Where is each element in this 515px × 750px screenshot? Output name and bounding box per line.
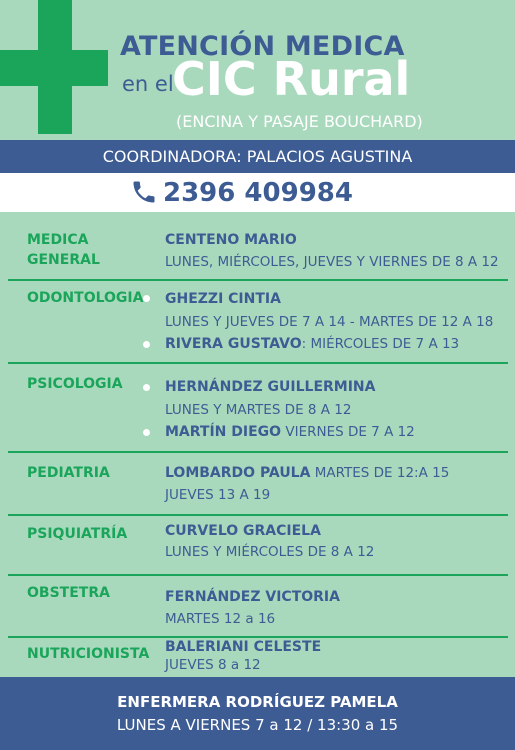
schedule: JUEVES 8 a 12 (165, 657, 261, 673)
schedule-inline: MARTES DE 12:A 15 (310, 465, 450, 481)
bullet-dot-icon (143, 384, 150, 391)
divider (8, 279, 508, 281)
specialty-label: MEDICA (27, 232, 89, 248)
schedule: LUNES, MIÉRCOLES, JUEVES Y VIERNES DE 8 A 12 (165, 254, 499, 270)
bullet-dot-icon (143, 295, 150, 302)
title-prefix: en el (122, 72, 174, 96)
doctor-name: LOMBARDO PAULA MARTES DE 12:A 15 (165, 465, 450, 481)
doctor-name: CURVELO GRACIELA (165, 523, 321, 539)
doctor-name: FERNÁNDEZ VICTORIA (165, 589, 340, 605)
specialty-label: PSIQUIATRÍA (27, 526, 128, 542)
title-line1: ATENCIÓN MEDICA (120, 31, 405, 62)
divider (8, 362, 508, 364)
phone-icon (130, 178, 158, 206)
specialty-label: PEDIATRIA (27, 465, 110, 481)
coordinator-band: COORDINADORA: PALACIOS AGUSTINA (0, 140, 515, 173)
bullet-dot-icon (143, 341, 150, 348)
schedule-inline: : MIÉRCOLES DE 7 A 13 (301, 336, 460, 352)
phone-band (0, 173, 515, 212)
address: (ENCINA Y PASAJE BOUCHARD) (176, 112, 423, 131)
nurse-schedule: LUNES A VIERNES 7 a 12 / 13:30 a 15 (116, 716, 399, 734)
footer (0, 677, 515, 750)
doctor-name: BALERIANI CELESTE (165, 639, 322, 655)
specialty-label: OBSTETRA (27, 585, 110, 601)
phone-number[interactable]: 2396 409984 (163, 178, 353, 208)
divider (8, 514, 508, 516)
schedule: LUNES Y MIÉRCOLES DE 8 A 12 (165, 544, 375, 560)
medical-cross-icon-bar (0, 50, 108, 86)
doctor-name: CENTENO MARIO (165, 232, 297, 248)
schedule: LUNES Y MARTES DE 8 A 12 (165, 402, 352, 418)
divider (8, 574, 508, 576)
doctor-name: RIVERA GUSTAVO: MIÉRCOLES DE 7 A 13 (165, 336, 460, 352)
title-main: CIC Rural (172, 52, 411, 106)
bullet-dot-icon (143, 429, 150, 436)
services-list (0, 212, 515, 676)
nurse-name: ENFERMERA RODRÍGUEZ PAMELA (117, 693, 398, 711)
doctor-name: HERNÁNDEZ GUILLERMINA (165, 379, 376, 395)
specialty-label-line2: GENERAL (27, 252, 100, 268)
schedule: MARTES 12 a 16 (165, 611, 276, 627)
schedule: JUEVES 13 A 19 (165, 487, 271, 503)
specialty-label: PSICOLOGIA (27, 376, 123, 392)
doctor-name: GHEZZI CINTIA (165, 291, 281, 307)
divider (8, 451, 508, 453)
doctor-name: MARTÍN DIEGO VIERNES DE 7 A 12 (165, 424, 415, 440)
schedule-inline: VIERNES DE 7 A 12 (281, 424, 415, 440)
header (0, 0, 515, 140)
specialty-label: ODONTOLOGIA (27, 290, 144, 306)
specialty-label: NUTRICIONISTA (27, 646, 150, 662)
schedule: LUNES Y JUEVES DE 7 A 14 - MARTES DE 12 A 18 (165, 314, 494, 330)
